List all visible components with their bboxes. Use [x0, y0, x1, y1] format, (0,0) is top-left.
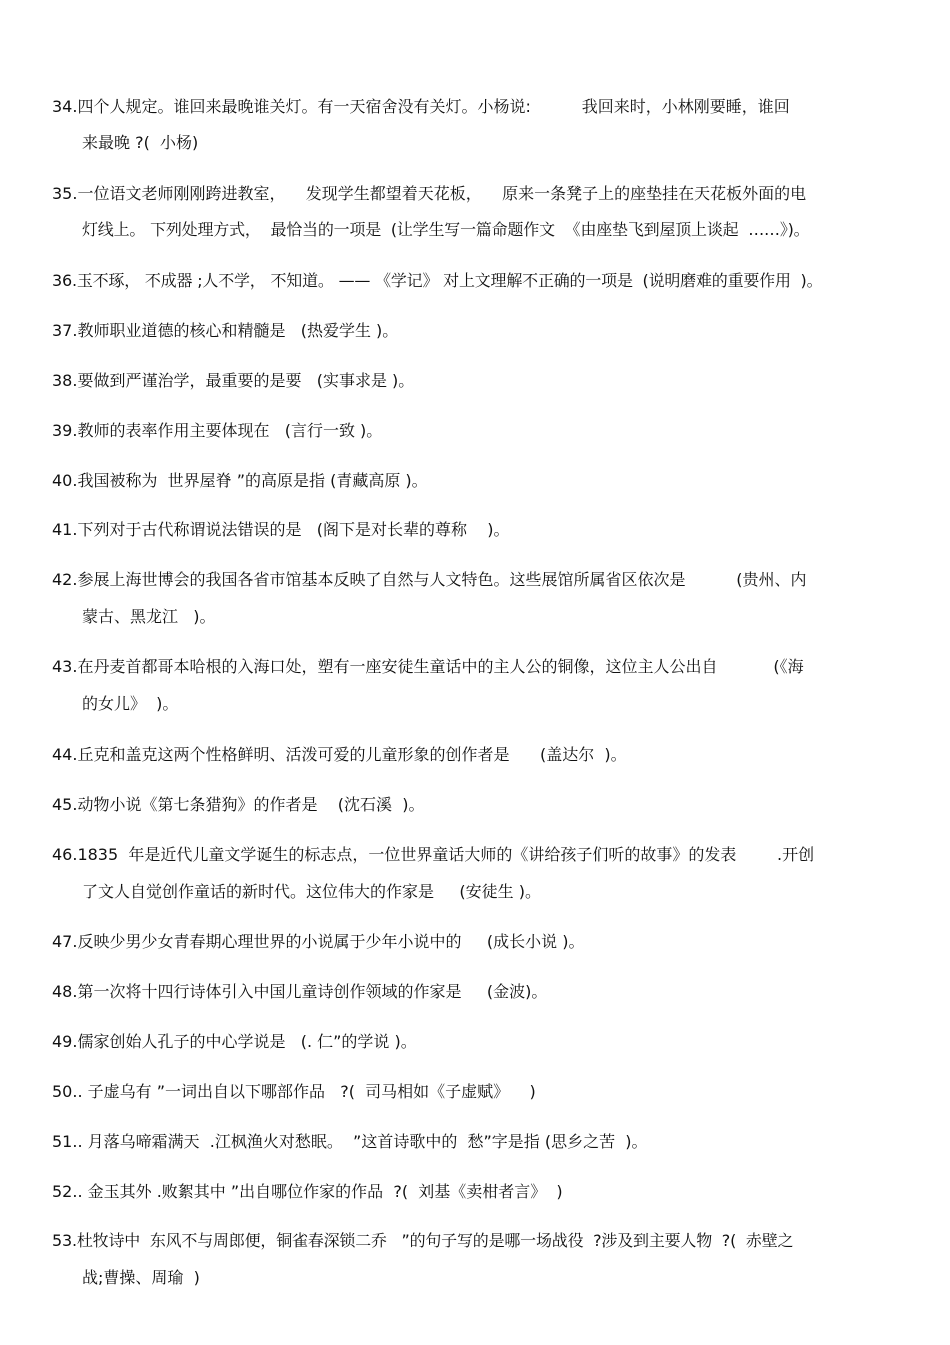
question-34-line-2: 来最晚 ?( 小杨): [82, 133, 199, 152]
question-48: 48.第一次将十四行诗体引入中国儿童诗创作领域的作家是 (金波)。: [52, 982, 548, 1001]
question-51: 51.. 月落乌啼霜满天 .江枫渔火对愁眠。 ”这首诗歌中的 愁”字是指 (思乡之苦 )。: [52, 1132, 648, 1151]
question-36: 36.玉不琢， 不成器 ;人不学， 不知道。 —— 《学记》 对上文理解不正确的一项是 (说明磨难的重要作用 )。: [52, 271, 823, 290]
question-38: 38.要做到严谨治学，最重要的是要 (实事求是 )。: [52, 371, 415, 390]
question-34-line-1: 34.四个人规定。谁回来最晚谁关灯。有一天宿舍没有关灯。小杨说: 我回来时，小林刚要睡，谁回: [52, 97, 790, 116]
question-47: 47.反映少男少女青春期心理世界的小说属于少年小说中的 (成长小说 )。: [52, 932, 585, 951]
question-41: 41.下列对于古代称谓说法错误的是 (阁下是对长辈的尊称 )。: [52, 520, 510, 539]
question-40: 40.我国被称为 世界屋脊 ”的高原是指 (青藏高原 )。: [52, 471, 428, 490]
question-43-line-2: 的女儿》 )。: [82, 694, 179, 713]
question-45: 45.动物小说《第七条猎狗》的作者是 (沈石溪 )。: [52, 795, 425, 814]
question-43-line-1: 43.在丹麦首都哥本哈根的入海口处，塑有一座安徒生童话中的主人公的铜像，这位主人公出自 (《海: [52, 657, 804, 676]
question-46-line-1: 46.1835 年是近代儿童文学诞生的标志点，一位世界童话大师的《讲给孩子们听的故事》的发表 .开创: [52, 845, 815, 864]
question-53-line-2: 战;曹操、周瑜 ): [82, 1268, 200, 1287]
question-42-line-2: 蒙古、黑龙江 )。: [82, 607, 216, 626]
question-39: 39.教师的表率作用主要体现在 (言行一致 )。: [52, 421, 383, 440]
question-42-line-1: 42.参展上海世博会的我国各省市馆基本反映了自然与人文特色。这些展馆所属省区依次是 (贵州、内: [52, 570, 807, 589]
question-52: 52.. 金玉其外 .败絮其中 ”出自哪位作家的作品 ?( 刘基《卖柑者言》 ): [52, 1182, 563, 1201]
question-46-line-2: 了文人自觉创作童话的新时代。这位伟大的作家是 (安徒生 )。: [82, 882, 542, 901]
question-35-line-2: 灯线上。 下列处理方式， 最恰当的一项是 (让学生写一篇命题作文 《由座垫飞到屋顶上谈起 ……》)。: [82, 220, 810, 239]
question-35-line-1: 35.一位语文老师刚刚跨进教室， 发现学生都望着天花板， 原来一条凳子上的座垫挂在天花板外面的电: [52, 184, 807, 203]
question-44: 44.丘克和盖克这两个性格鲜明、活泼可爱的儿童形象的创作者是 (盖达尔 )。: [52, 745, 627, 764]
question-37: 37.教师职业道德的核心和精髓是 (热爱学生 )。: [52, 321, 399, 340]
question-50: 50.. 子虚乌有 ”一词出自以下哪部作品 ?( 司马相如《子虚赋》 ): [52, 1082, 536, 1101]
question-49: 49.儒家创始人孔子的中心学说是 (. 仁”的学说 )。: [52, 1032, 417, 1051]
question-53-line-1: 53.杜牧诗中 东风不与周郎便，铜雀春深锁二乔 ”的句子写的是哪一场战役 ?涉及到主要人物 ?( 赤壁之: [52, 1231, 794, 1250]
